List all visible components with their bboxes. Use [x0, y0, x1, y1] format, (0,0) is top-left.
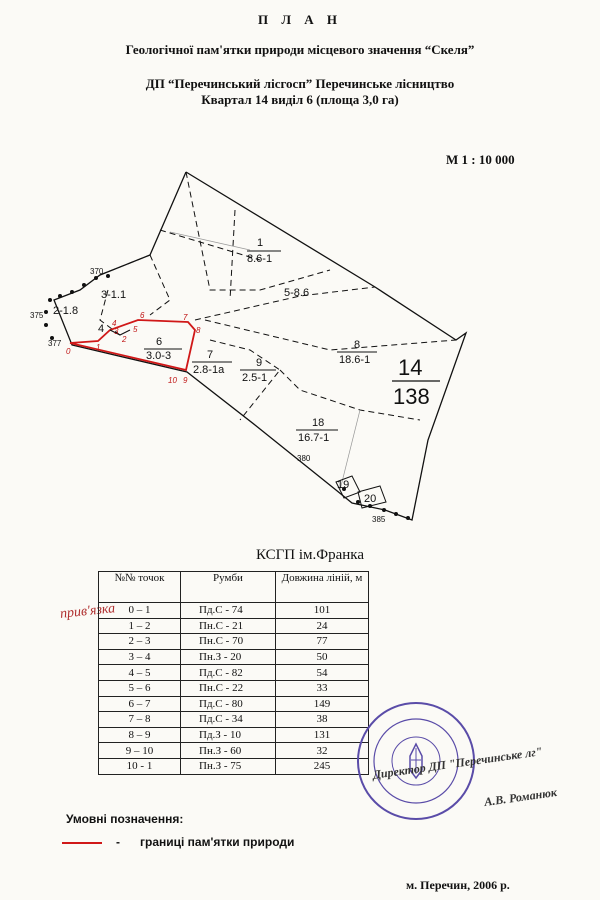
legend-dash: -	[116, 835, 120, 849]
row-bearing: Пн.З - 60	[181, 743, 276, 759]
section-3-label: 3-1.1	[101, 289, 127, 301]
row-length: 77	[276, 634, 369, 650]
row-points: 2 – 3	[99, 634, 181, 650]
section-8-name: 8	[354, 339, 361, 351]
quarter-line: Квартал 14 виділ 6 (площа 3,0 га)	[201, 92, 399, 107]
row-length: 50	[276, 649, 369, 665]
section-9-name: 9	[256, 357, 263, 369]
header-points: №№ точок	[99, 572, 181, 603]
row-points: 9 – 10	[99, 743, 181, 759]
table-row	[99, 680, 369, 696]
row-length: 33	[276, 680, 369, 696]
section-9-value: 2.5-1	[242, 372, 268, 384]
section-19-label: 19	[337, 479, 350, 491]
point-7: 7	[183, 313, 188, 322]
section-4-label: 4	[98, 323, 105, 335]
legend-heading: Умовні позначення:	[66, 812, 184, 826]
row-bearing: Пд.З - 10	[181, 727, 276, 743]
section-2-label: 2-1.8	[53, 305, 79, 317]
table-header-row	[99, 572, 369, 603]
table-row	[99, 727, 369, 743]
row-length: 54	[276, 665, 369, 681]
row-points: 6 – 7	[99, 696, 181, 712]
point-2: 2	[122, 335, 127, 344]
elevation-370: 370	[90, 267, 104, 276]
point-0: 0	[66, 347, 71, 356]
row-bearing: Пн.З - 75	[181, 758, 276, 774]
table-row	[99, 758, 369, 774]
row-length: 101	[276, 603, 369, 619]
row-bearing: Пн.С - 21	[181, 618, 276, 634]
legend-boundary-line	[62, 842, 102, 844]
row-length: 32	[276, 743, 369, 759]
row-bearing: Пд.С - 80	[181, 696, 276, 712]
quarter-area: 138	[393, 384, 430, 409]
map-scale: М 1 : 10 000	[446, 152, 515, 167]
point-5: 5	[133, 325, 138, 334]
table-row	[99, 649, 369, 665]
row-bearing: Пн.С - 70	[181, 634, 276, 650]
section-18-name: 18	[312, 417, 325, 429]
row-bearing: Пн.З - 20	[181, 649, 276, 665]
row-points: 5 – 6	[99, 680, 181, 696]
document-subtitle: Геологічної пам'ятки природи місцевого значення “Скеля”	[125, 42, 475, 57]
organization-line: ДП “Перечинський лісгосп” Перечинське лісництво	[145, 76, 455, 91]
ksgp-label: КСГП ім.Франка	[255, 547, 365, 563]
row-length: 38	[276, 712, 369, 728]
row-points: 8 – 9	[99, 727, 181, 743]
legend-boundary-text: границі пам'ятки природи	[140, 835, 295, 849]
elevation-375: 375	[30, 311, 44, 320]
director-signature-title: Директор ДП "Перечинське лг"	[371, 744, 544, 782]
row-bearing: Пд.С - 74	[181, 603, 276, 619]
section-1-name: 1	[257, 237, 264, 249]
elevation-380: 380	[297, 454, 311, 463]
row-bearing: Пд.С - 82	[181, 665, 276, 681]
section-1-value: 8.6-1	[247, 253, 273, 265]
section-7-value: 2.8-1а	[193, 364, 225, 376]
point-1: 1	[96, 343, 101, 352]
section-8-value: 18.6-1	[339, 354, 371, 366]
point-9: 9	[183, 376, 188, 385]
elevation-377: 377	[48, 339, 62, 348]
row-points: 7 – 8	[99, 712, 181, 728]
table-row	[99, 634, 369, 650]
point-3: 3	[114, 327, 119, 336]
plan-title: П Л А Н	[257, 12, 343, 27]
point-4: 4	[112, 319, 117, 328]
section-division-lines	[100, 172, 456, 420]
row-length: 149	[276, 696, 369, 712]
quarter-boundary	[54, 172, 466, 520]
section-20-label: 20	[364, 493, 377, 505]
point-8: 8	[196, 326, 201, 335]
bearings-table	[98, 571, 369, 775]
table-row	[99, 618, 369, 634]
row-points: 3 – 4	[99, 649, 181, 665]
table-row	[99, 603, 369, 619]
row-length: 245	[276, 758, 369, 774]
point-6: 6	[140, 311, 145, 320]
row-bearing: Пд.С - 34	[181, 712, 276, 728]
section-18-value: 16.7-1	[298, 432, 330, 444]
header-length: Довжина ліній, м	[276, 572, 369, 603]
header-bearings: Румби	[181, 572, 276, 603]
section-6-name: 6	[156, 336, 163, 348]
table-row	[99, 712, 369, 728]
section-6-value: 3.0-3	[146, 350, 172, 362]
section-5-label: 5-8.6	[284, 287, 310, 299]
row-points: 0 – 1	[99, 603, 181, 619]
director-name: А.В. Романюк	[483, 784, 558, 810]
table-row	[99, 743, 369, 759]
footer-place-date: м. Перечин, 2006 р.	[406, 878, 510, 892]
row-length: 131	[276, 727, 369, 743]
handwritten-tie-note: прив'язка	[59, 601, 116, 622]
elevation-385: 385	[372, 515, 386, 524]
row-points: 10 - 1	[99, 758, 181, 774]
row-points: 4 – 5	[99, 665, 181, 681]
row-bearing: Пн.С - 22	[181, 680, 276, 696]
row-points: 1 – 2	[99, 618, 181, 634]
quarter-number: 14	[398, 355, 423, 380]
forest-plan-map	[0, 160, 600, 530]
point-10: 10	[168, 376, 177, 385]
table-row	[99, 696, 369, 712]
row-length: 24	[276, 618, 369, 634]
section-7-name: 7	[207, 349, 214, 361]
table-row	[99, 665, 369, 681]
